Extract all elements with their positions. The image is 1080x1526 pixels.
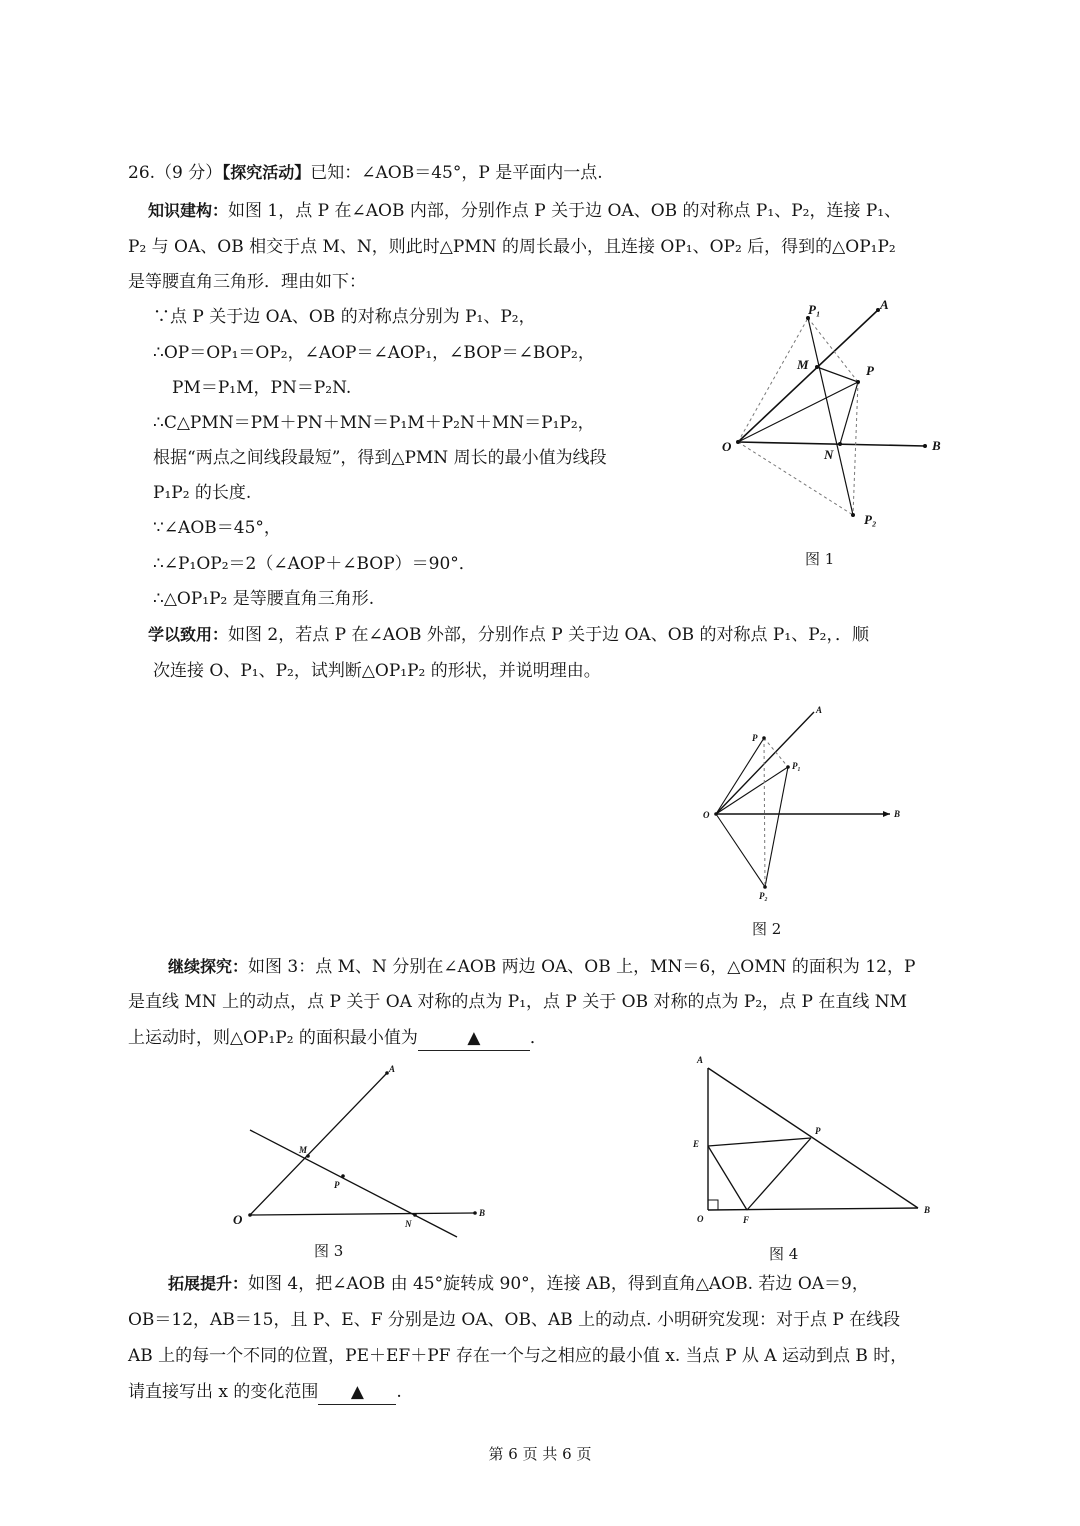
- fig3-label-A: A: [389, 1064, 396, 1074]
- fig1-label-O: O: [722, 439, 732, 454]
- side-OB: [708, 1208, 918, 1210]
- fig4-label-B: B: [924, 1205, 931, 1215]
- continue-end: ．: [529, 1028, 547, 1048]
- apply-text-1: 如图 2，若点 P 在∠AOB 外部，分别作点 P 关于边 OA、OB 的对称点 P₁、P₂，．顺: [228, 625, 869, 645]
- fig4-label-E: E: [693, 1139, 700, 1149]
- fig2-label-O: O: [703, 810, 710, 820]
- fig3-label-P: P: [334, 1180, 340, 1190]
- apply-line-1: [148, 623, 869, 647]
- problem-header: [128, 161, 603, 185]
- continue-text-1: 如图 3：点 M、N 分别在∠AOB 两边 OA、OB 上，MN＝6，△OMN 的面积为 12，P: [248, 957, 916, 977]
- proof-line-9: ∴△OP₁P₂ 是等腰直角三角形.: [153, 589, 375, 609]
- figure-4-caption: 图 4: [769, 1245, 799, 1263]
- knowledge-line-2: P₂ 与 OA、OB 相交于点 M、N，则此时△PMN 的周长最小，且连接 OP₁、OP₂ 后，得到的△OP₁P₂: [128, 237, 896, 257]
- problem-number: 26.（9 分）: [128, 163, 223, 183]
- fig4-label-P: P: [815, 1126, 821, 1136]
- blank-mark-2: ▲: [350, 1382, 364, 1402]
- segment-OP2: [716, 814, 765, 887]
- activity-tag: 【探究活动】: [222, 163, 311, 182]
- fig1-label-P1: P₁: [808, 302, 821, 317]
- fig3-label-M: M: [299, 1145, 308, 1155]
- knowledge-line-1: [148, 199, 901, 223]
- extension-line-4: [128, 1380, 402, 1405]
- figure-3: [225, 1060, 505, 1245]
- proof-line-4: ∴C△PMN＝PM＋PN＋MN＝P₁M＋P₂N＋MN＝P₁P₂，: [153, 413, 595, 433]
- fig3-label-O: O: [233, 1212, 243, 1227]
- segment-OP1: [716, 767, 788, 814]
- proof-line-6: P₁P₂ 的长度.: [153, 483, 252, 503]
- fig2-label-P: P: [752, 733, 758, 743]
- blank-mark-1: ▲: [467, 1028, 481, 1048]
- figure-1: [700, 290, 960, 540]
- extension-title: 拓展提升：: [168, 1274, 249, 1293]
- dashed-PP2: [853, 382, 858, 515]
- fig1-label-P2: P₂: [864, 512, 877, 527]
- extension-line-3: AB 上的每一个不同的位置，PE＋EF＋PF 存在一个与之相应的最小值 x. 当点 P 从 A 运动到点 B 时，: [128, 1346, 908, 1366]
- extension-end: .: [396, 1382, 402, 1402]
- fig3-label-B: B: [479, 1208, 486, 1218]
- ray-OA: [738, 310, 878, 442]
- dashed-OP2: [738, 442, 853, 515]
- continue-line-1: [168, 955, 915, 979]
- proof-line-3: PM＝P₁M，PN＝P₂N.: [172, 378, 352, 398]
- figure-2-caption: 图 2: [752, 920, 782, 938]
- problem-given: 已知：∠AOB＝45°，P 是平面内一点.: [310, 163, 603, 183]
- extension-text-4: 请直接写出 x 的变化范围: [128, 1382, 319, 1402]
- continue-line-3: [128, 1026, 547, 1051]
- page-footer: 第 6 页 共 6 页: [488, 1445, 592, 1463]
- ray-OB: [250, 1213, 475, 1215]
- fig2-label-P1: P₁: [792, 761, 801, 771]
- knowledge-line-3: 是等腰直角三角形．理由如下：: [128, 272, 366, 292]
- proof-line-5: 根据“两点之间线段最短”，得到△PMN 周长的最小值为线段: [153, 448, 607, 468]
- continue-text-3: 上运动时，则△OP₁P₂ 的面积最小值为: [128, 1028, 418, 1048]
- apply-line-2: 次连接 O、P₁、P₂，试判断△OP₁P₂ 的形状，并说明理由。: [153, 661, 601, 681]
- extension-line-2: OB＝12，AB＝15，且 P、E、F 分别是边 OA、OB、AB 上的动点. 小明研究发现：对于点 P 在线段: [128, 1310, 901, 1330]
- proof-line-8: ∴∠P₁OP₂＝2（∠AOP＋∠BOP）＝90°．: [153, 554, 476, 574]
- fig1-label-A: A: [880, 297, 889, 312]
- proof-line-7: ∵∠AOB＝45°，: [153, 518, 281, 538]
- knowledge-text-1: 如图 1，点 P 在∠AOB 内部，分别作点 P 关于边 OA、OB 的对称点 P₁、P₂，连接 P₁、: [228, 201, 902, 221]
- ray-OB: [738, 442, 925, 446]
- extension-line-1: [168, 1272, 869, 1296]
- fig2-label-A: A: [816, 705, 823, 715]
- segment-OP: [716, 738, 764, 814]
- fig4-label-O: O: [697, 1214, 704, 1224]
- segment-P1P2: [765, 767, 788, 887]
- fig4-label-F: F: [743, 1215, 750, 1225]
- fig1-label-N: N: [824, 447, 834, 462]
- continue-line-2: 是直线 MN 上的动点，点 P 关于 OA 对称的点为 P₁，点 P 关于 OB 对称的点为 P₂，点 P 在直线 NM: [128, 992, 908, 1012]
- fig1-label-P: P: [866, 363, 874, 378]
- answer-blank-2[interactable]: [318, 1380, 396, 1405]
- fig1-label-M: M: [797, 357, 809, 372]
- fig4-label-A: A: [697, 1055, 704, 1065]
- dashed-PP2: [764, 738, 765, 887]
- segment-NP: [840, 382, 858, 444]
- proof-line-2: ∴OP＝OP₁＝OP₂，∠AOP＝∠AOP₁，∠BOP＝∠BOP₂，: [153, 343, 595, 363]
- segment-FP: [747, 1138, 811, 1210]
- extension-text-1: 如图 4，把∠AOB 由 45°旋转成 90°，连接 AB，得到直角△AOB. 若边 OA＝9，: [248, 1274, 869, 1294]
- figure-2: [690, 700, 920, 910]
- side-AB: [708, 1068, 918, 1208]
- right-angle-mark: [708, 1200, 718, 1210]
- segment-OP: [738, 382, 858, 442]
- knowledge-title: 知识建构：: [148, 201, 229, 220]
- continue-title: 继续探究：: [168, 957, 249, 976]
- segment-MP: [817, 367, 858, 382]
- fig2-label-P2: P₂: [759, 891, 768, 901]
- fig1-label-B: B: [932, 438, 941, 453]
- fig2-label-B: B: [894, 809, 901, 819]
- ray-OA: [250, 1073, 387, 1215]
- proof-line-1: ∵点 P 关于边 OA、OB 的对称点分别为 P₁、P₂，: [153, 307, 536, 327]
- fig3-label-N: N: [405, 1219, 412, 1229]
- apply-title: 学以致用：: [148, 625, 229, 644]
- dashed-OP1: [738, 318, 808, 442]
- figure-3-caption: 图 3: [314, 1242, 344, 1260]
- answer-blank-1[interactable]: [418, 1026, 530, 1051]
- figure-1-caption: 图 1: [805, 550, 835, 568]
- figure-4: [685, 1050, 945, 1240]
- segment-EP: [708, 1138, 811, 1146]
